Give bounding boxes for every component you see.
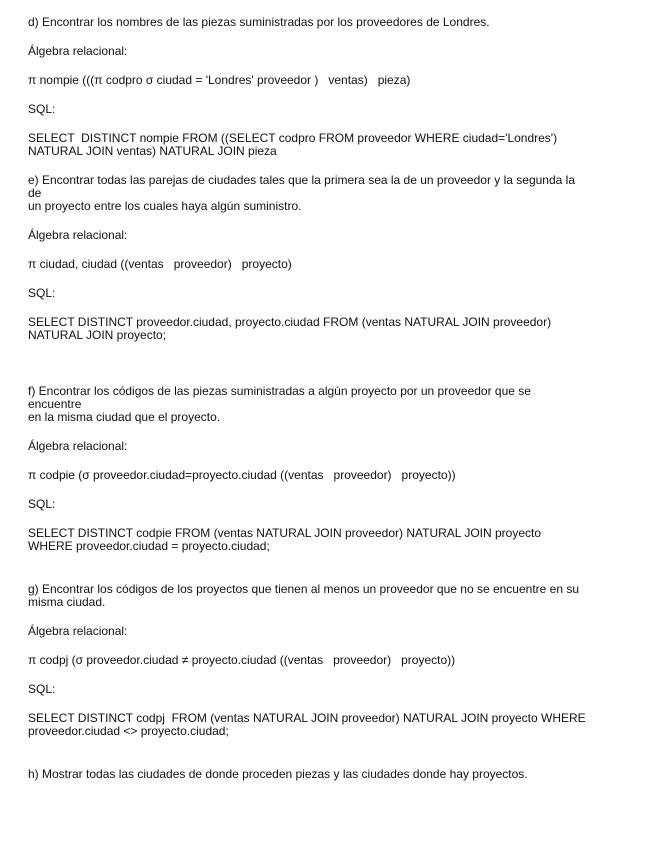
algebra-expression-f: π codpie (σ proveedor.ciudad=proyecto.ciudad ((ventas proveedor) proyecto)) [28,468,456,482]
sql-line-g-2: proveedor.ciudad <> proyecto.ciudad; [28,724,229,738]
section-e [28,174,638,342]
document-page [28,16,638,781]
algebra-expression-g: π codpj (σ proveedor.ciudad ≠ proyecto.ciudad ((ventas proveedor) proyecto)) [28,653,456,667]
question-e-2: de [28,186,42,200]
question-f-3: en la misma ciudad que el proyecto. [28,410,221,424]
sql-line-f-1: SELECT DISTINCT codpie FROM (ventas NATURAL JOIN proveedor) NATURAL JOIN proyecto [28,526,542,540]
section-d [28,16,638,158]
section-f [28,385,638,553]
section-g [28,583,638,738]
sql-line-g-1: SELECT DISTINCT codpj FROM (ventas NATURAL JOIN proveedor) NATURAL JOIN proyecto WHERE [28,711,586,725]
algebra-label-f: Álgebra relacional: [28,439,128,453]
sql-label-f: SQL: [28,497,56,511]
algebra-label-g: Álgebra relacional: [28,624,128,638]
section-h [28,768,638,781]
algebra-expression-d: π nompie (((π codpro σ ciudad = 'Londres' proveedor ) ventas) pieza) [28,73,411,87]
question-f-1: f) Encontrar los códigos de las piezas suministradas a algún proyecto por un proveedor que se [28,384,531,398]
question-g-1: g) Encontrar los códigos de los proyectos que tienen al menos un proveedor que no se encuentre en su [28,582,580,596]
sql-line-f-2: WHERE proveedor.ciudad = proyecto.ciudad; [28,539,270,553]
sql-line-d-1: SELECT DISTINCT nompie FROM ((SELECT codpro FROM proveedor WHERE ciudad='Londres') [28,131,558,145]
sql-line-e-1: SELECT DISTINCT proveedor.ciudad, proyecto.ciudad FROM (ventas NATURAL JOIN proveedor) [28,315,552,329]
question-e-3: un proyecto entre los cuales haya algún suministro. [28,199,302,213]
question-h: h) Mostrar todas las ciudades de donde proceden piezas y las ciudades donde hay proyectos. [28,767,528,781]
question-g-2: misma ciudad. [28,595,106,609]
sql-line-d-2: NATURAL JOIN ventas) NATURAL JOIN pieza [28,144,277,158]
algebra-expression-e: π ciudad, ciudad ((ventas proveedor) proyecto) [28,257,292,271]
question-f-2: encuentre [28,397,82,411]
algebra-label-d: Álgebra relacional: [28,44,128,58]
sql-label-e: SQL: [28,286,56,300]
question-e-1: e) Encontrar todas las parejas de ciudades tales que la primera sea la de un proveedor y la segunda la [28,173,576,187]
sql-label-g: SQL: [28,682,56,696]
question-d: d) Encontrar los nombres de las piezas suministradas por los proveedores de Londres. [28,15,490,29]
sql-label-d: SQL: [28,102,56,116]
sql-line-e-2: NATURAL JOIN proyecto; [28,328,167,342]
algebra-label-e: Álgebra relacional: [28,228,128,242]
